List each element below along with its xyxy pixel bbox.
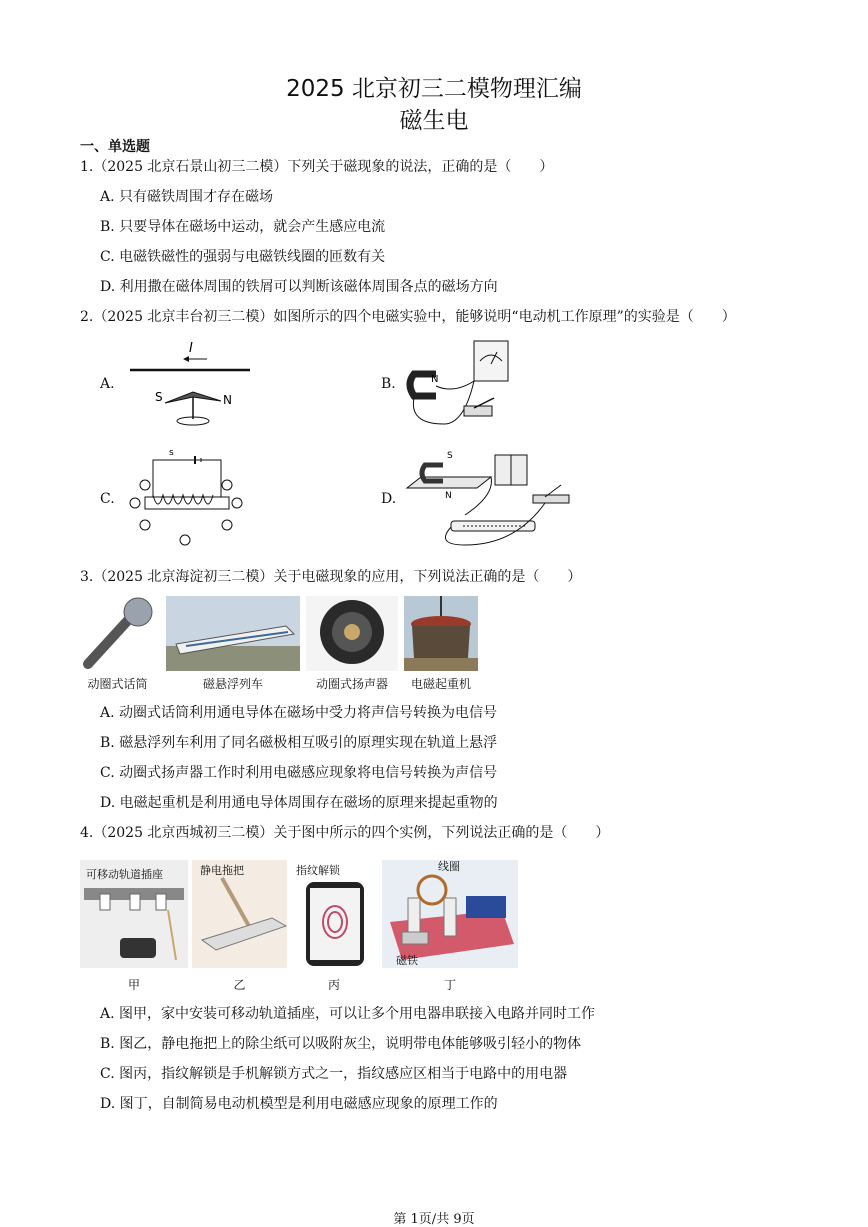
question-1-option-c: C. 电磁铁磁性的强弱与电磁铁线圈的匝数有关 (100, 249, 386, 265)
question-1-option-d: D. 利用撒在磁体周围的铁屑可以判断该磁体周围各点的磁场方向 (100, 279, 498, 295)
motor-s-label: S (447, 451, 453, 461)
figure-b-label: B. (381, 376, 396, 392)
switch-label: s (169, 448, 174, 458)
document-title: 2025 北京初三二模物理汇编 (286, 76, 582, 102)
magnet-label: 磁铁 (396, 954, 418, 967)
track-socket-photo (80, 860, 188, 968)
question-4-stem: 4.（2025 北京西城初三二模）关于图中所示的四个实例，下列说法正确的是（ ） (80, 825, 610, 841)
motor-n-label: N (445, 491, 452, 501)
document-subtitle: 磁生电 (399, 108, 469, 134)
maglev-train-photo (166, 596, 300, 671)
question-3-option-b: B. 磁悬浮列车利用了同名磁极相互吸引的原理实现在轨道上悬浮 (100, 735, 498, 751)
section-heading: 一、单选题 (80, 139, 150, 155)
question-3-option-d: D. 电磁起重机是利用通电导体周围存在磁场的原理来提起重物的 (100, 795, 498, 811)
current-label: I (189, 341, 193, 356)
figure-c-label: C. (100, 491, 115, 507)
oersted-experiment-figure (125, 335, 255, 430)
motor-experiment-figure (405, 445, 585, 550)
caption-maglev: 磁悬浮列车 (202, 677, 263, 691)
caption-yi: 乙 (233, 978, 246, 992)
figure-d-label: D. (381, 491, 397, 507)
speaker-photo (306, 596, 398, 671)
question-1-option-a: A. 只有磁铁周围才存在磁场 (100, 189, 274, 205)
caption-ding: 丁 (443, 978, 456, 992)
caption-crane: 电磁起重机 (410, 677, 471, 691)
induction-experiment-figure (404, 336, 514, 431)
question-3-option-a: A. 动圈式话筒利用通电导体在磁场中受力将声信号转换为电信号 (100, 705, 498, 721)
caption-microphone: 动圈式话筒 (87, 677, 148, 691)
fingerprint-label: 指纹解锁 (296, 864, 340, 877)
solenoid-figure (125, 445, 245, 550)
mop-label: 静电拖把 (200, 864, 244, 877)
page-footer: 第 1页/共 9页 (393, 1212, 475, 1227)
caption-speaker: 动圈式扬声器 (315, 677, 388, 691)
electromagnetic-crane-photo (404, 596, 478, 671)
question-4-option-b: B. 图乙，静电拖把上的除尘纸可以吸附灰尘，说明带电体能够吸引轻小的物体 (100, 1036, 582, 1052)
question-1-option-b: B. 只要导体在磁场中运动，就会产生感应电流 (100, 219, 386, 235)
n-pole-label: N (223, 393, 232, 407)
figure-a-label: A. (100, 376, 115, 392)
motor-model-photo (382, 860, 518, 968)
fingerprint-phone-photo (290, 860, 378, 968)
question-2-stem: 2.（2025 北京丰台初三二模）如图所示的四个电磁实验中，能够说明“电动机工作原理”的实验是（ ） (80, 309, 736, 325)
question-1-stem: 1.（2025 北京石景山初三二模）下列关于磁现象的说法，正确的是（ ） (80, 159, 554, 175)
caption-bing: 丙 (327, 978, 340, 992)
s-pole-label: S (155, 390, 163, 404)
track-socket-label: 可移动轨道插座 (86, 868, 163, 881)
caption-jia: 甲 (127, 978, 140, 992)
electrostatic-mop-photo (192, 860, 287, 968)
coil-label: 线圈 (438, 860, 460, 873)
question-4-option-c: C. 图丙，指纹解锁是手机解锁方式之一，指纹感应区相当于电路中的用电器 (100, 1066, 568, 1082)
magnet-n-label: N (431, 374, 439, 385)
microphone-photo (80, 596, 155, 671)
question-4-option-d: D. 图丁，自制简易电动机模型是利用电磁感应现象的原理工作的 (100, 1096, 498, 1112)
question-3-option-c: C. 动圈式扬声器工作时利用电磁感应现象将电信号转换为声信号 (100, 765, 498, 781)
question-4-option-a: A. 图甲，家中安装可移动轨道插座，可以让多个用电器串联接入电路并同时工作 (100, 1006, 596, 1022)
question-3-stem: 3.（2025 北京海淀初三二模）关于电磁现象的应用，下列说法正确的是（ ） (80, 569, 582, 585)
